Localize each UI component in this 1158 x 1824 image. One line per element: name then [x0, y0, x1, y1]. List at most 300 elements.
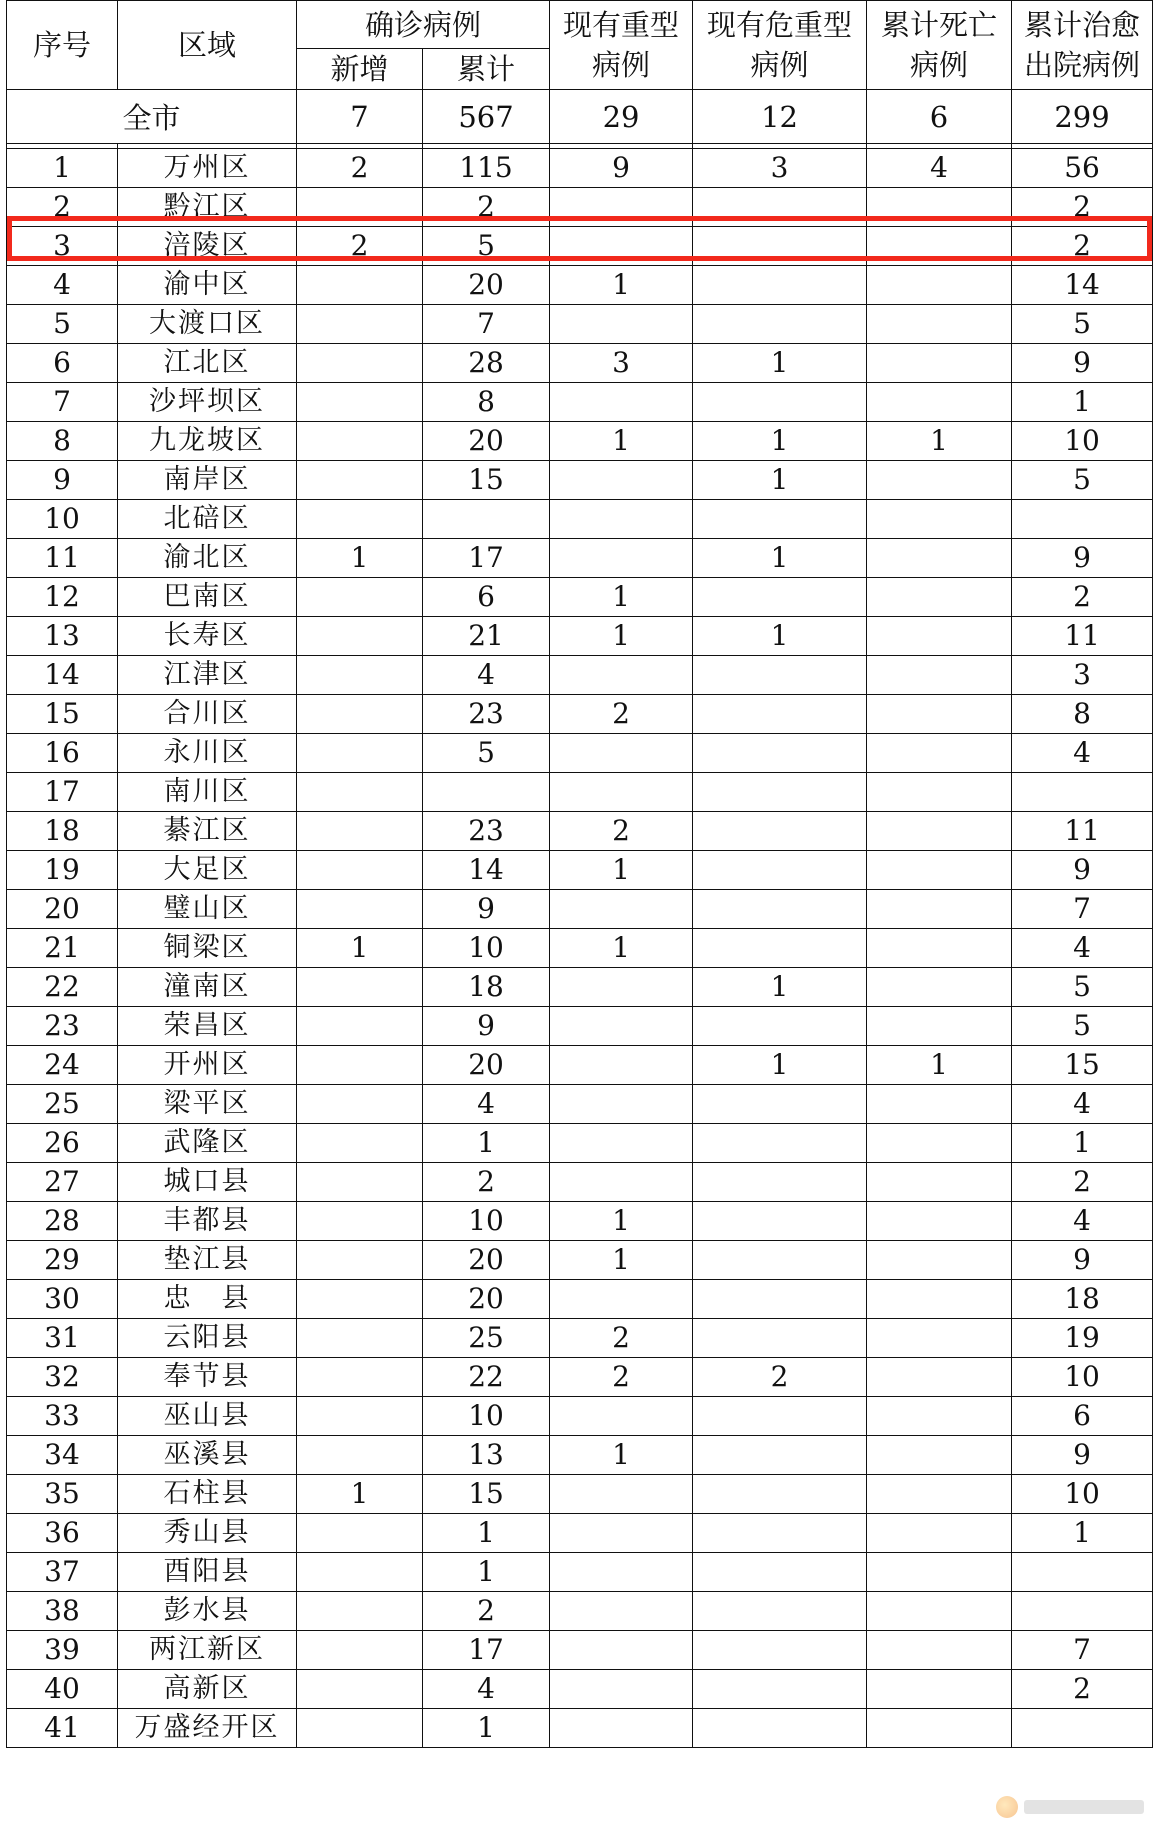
cell-severe	[550, 539, 693, 578]
cell-deaths	[867, 1007, 1012, 1046]
cell-recovered: 9	[1012, 1241, 1153, 1280]
cell-severe: 1	[550, 929, 693, 968]
header-area: 区域	[118, 1, 297, 90]
cell-new	[297, 1280, 423, 1319]
cell-index: 23	[7, 1007, 118, 1046]
cell-recovered	[1012, 500, 1153, 539]
cell-recovered: 1	[1012, 383, 1153, 422]
table-row	[7, 1553, 1153, 1592]
cell-deaths	[867, 812, 1012, 851]
table-row	[7, 617, 1153, 656]
table-row	[7, 500, 1153, 539]
table-row	[7, 890, 1153, 929]
cell-cumulative: 5	[423, 734, 550, 773]
table-row	[7, 773, 1153, 812]
table-row	[7, 539, 1153, 578]
table-row	[7, 695, 1153, 734]
cell-cumulative: 20	[423, 1241, 550, 1280]
cell-severe	[550, 1670, 693, 1709]
cell-cumulative: 1	[423, 1553, 550, 1592]
cell-severe	[550, 188, 693, 227]
table-row	[7, 656, 1153, 695]
cell-new	[297, 305, 423, 344]
cell-cumulative	[423, 773, 550, 812]
cell-cumulative: 22	[423, 1358, 550, 1397]
cell-new	[297, 1670, 423, 1709]
cell-index: 17	[7, 773, 118, 812]
table-row	[7, 1358, 1153, 1397]
cell-deaths	[867, 227, 1012, 266]
cell-new	[297, 1319, 423, 1358]
cell-deaths	[867, 617, 1012, 656]
cell-index: 41	[7, 1709, 118, 1748]
cell-severe	[550, 656, 693, 695]
cell-severe	[550, 1124, 693, 1163]
cell-area: 渝中区	[118, 266, 297, 305]
cell-new: 1	[297, 1475, 423, 1514]
cell-cumulative: 17	[423, 539, 550, 578]
cell-area: 梁平区	[118, 1085, 297, 1124]
cell-recovered: 5	[1012, 968, 1153, 1007]
total-cumulative: 567	[423, 90, 550, 144]
cell-index: 27	[7, 1163, 118, 1202]
cell-critical	[693, 1514, 867, 1553]
cell-area: 万盛经开区	[118, 1709, 297, 1748]
cell-cumulative: 4	[423, 1670, 550, 1709]
cell-recovered: 9	[1012, 539, 1153, 578]
cell-index: 3	[7, 227, 118, 266]
watermark-logo-icon	[996, 1796, 1018, 1818]
cell-area: 九龙坡区	[118, 422, 297, 461]
cell-deaths	[867, 734, 1012, 773]
cell-cumulative: 28	[423, 344, 550, 383]
cell-area: 南川区	[118, 773, 297, 812]
cell-new	[297, 1007, 423, 1046]
cell-index: 26	[7, 1124, 118, 1163]
cell-new	[297, 500, 423, 539]
total-label: 全市	[7, 90, 297, 144]
cell-severe: 2	[550, 695, 693, 734]
cell-critical	[693, 890, 867, 929]
cell-cumulative: 1	[423, 1514, 550, 1553]
cell-deaths	[867, 773, 1012, 812]
cell-index: 6	[7, 344, 118, 383]
cell-recovered: 11	[1012, 617, 1153, 656]
cell-index: 15	[7, 695, 118, 734]
cell-index: 21	[7, 929, 118, 968]
cell-severe: 9	[550, 149, 693, 188]
cell-severe: 2	[550, 1358, 693, 1397]
cell-area: 荣昌区	[118, 1007, 297, 1046]
cell-severe	[550, 305, 693, 344]
cell-area: 南岸区	[118, 461, 297, 500]
cell-critical	[693, 1280, 867, 1319]
cell-severe	[550, 227, 693, 266]
table-row	[7, 734, 1153, 773]
cell-cumulative: 15	[423, 1475, 550, 1514]
cell-deaths	[867, 1202, 1012, 1241]
table-row	[7, 188, 1153, 227]
total-recovered: 299	[1012, 90, 1153, 144]
cell-recovered: 2	[1012, 578, 1153, 617]
cell-area: 沙坪坝区	[118, 383, 297, 422]
cell-critical	[693, 1475, 867, 1514]
cell-severe	[550, 1592, 693, 1631]
cell-area: 丰都县	[118, 1202, 297, 1241]
cell-critical: 2	[693, 1358, 867, 1397]
cell-cumulative: 8	[423, 383, 550, 422]
cell-area: 忠 县	[118, 1280, 297, 1319]
cell-severe	[550, 1475, 693, 1514]
table-row	[7, 1397, 1153, 1436]
cell-recovered: 5	[1012, 461, 1153, 500]
cell-deaths	[867, 1670, 1012, 1709]
cell-new	[297, 1709, 423, 1748]
cell-index: 28	[7, 1202, 118, 1241]
cell-new	[297, 1202, 423, 1241]
cell-new: 2	[297, 149, 423, 188]
table-row	[7, 812, 1153, 851]
cell-index: 30	[7, 1280, 118, 1319]
cell-deaths	[867, 1280, 1012, 1319]
table-header	[7, 1, 1153, 90]
cell-recovered: 2	[1012, 188, 1153, 227]
cell-cumulative: 20	[423, 422, 550, 461]
cell-new: 1	[297, 539, 423, 578]
cell-area: 酉阳县	[118, 1553, 297, 1592]
cell-severe	[550, 773, 693, 812]
header-deaths: 累计死亡病例	[867, 1, 1012, 90]
cell-new	[297, 383, 423, 422]
cell-recovered: 2	[1012, 1163, 1153, 1202]
cell-deaths	[867, 1553, 1012, 1592]
cell-recovered: 5	[1012, 1007, 1153, 1046]
cell-critical	[693, 266, 867, 305]
cell-area: 高新区	[118, 1670, 297, 1709]
cell-index: 11	[7, 539, 118, 578]
cell-deaths	[867, 656, 1012, 695]
cell-critical	[693, 1085, 867, 1124]
total-critical: 12	[693, 90, 867, 144]
cell-cumulative: 115	[423, 149, 550, 188]
district-case-table	[6, 0, 1153, 1748]
cell-critical	[693, 1319, 867, 1358]
cell-new	[297, 617, 423, 656]
cell-recovered: 9	[1012, 851, 1153, 890]
cell-severe: 1	[550, 266, 693, 305]
cell-area: 潼南区	[118, 968, 297, 1007]
cell-recovered: 8	[1012, 695, 1153, 734]
cell-deaths	[867, 1514, 1012, 1553]
cell-cumulative: 2	[423, 188, 550, 227]
cell-area: 长寿区	[118, 617, 297, 656]
total-row	[7, 90, 1153, 144]
cell-index: 34	[7, 1436, 118, 1475]
cell-deaths	[867, 1436, 1012, 1475]
cell-area: 江北区	[118, 344, 297, 383]
table-body	[7, 90, 1153, 1748]
cell-cumulative: 15	[423, 461, 550, 500]
cell-critical	[693, 812, 867, 851]
cell-critical	[693, 1631, 867, 1670]
cell-new	[297, 968, 423, 1007]
cell-new	[297, 422, 423, 461]
cell-severe	[550, 1046, 693, 1085]
cell-area: 奉节县	[118, 1358, 297, 1397]
cell-severe: 1	[550, 851, 693, 890]
cell-cumulative: 14	[423, 851, 550, 890]
cell-deaths	[867, 344, 1012, 383]
cell-new	[297, 1592, 423, 1631]
cell-critical	[693, 1592, 867, 1631]
header-confirmed-new: 新增	[297, 49, 423, 90]
cell-recovered	[1012, 1709, 1153, 1748]
cell-recovered: 3	[1012, 656, 1153, 695]
cell-area: 开州区	[118, 1046, 297, 1085]
cell-deaths	[867, 695, 1012, 734]
cell-index: 33	[7, 1397, 118, 1436]
cell-deaths	[867, 1124, 1012, 1163]
cell-deaths	[867, 188, 1012, 227]
cell-cumulative: 20	[423, 1046, 550, 1085]
table-row	[7, 344, 1153, 383]
cell-index: 31	[7, 1319, 118, 1358]
cell-new	[297, 890, 423, 929]
cell-recovered: 2	[1012, 1670, 1153, 1709]
cell-recovered: 19	[1012, 1319, 1153, 1358]
cell-severe	[550, 383, 693, 422]
cell-index: 16	[7, 734, 118, 773]
cell-new	[297, 734, 423, 773]
cell-new	[297, 1397, 423, 1436]
cell-area: 两江新区	[118, 1631, 297, 1670]
cell-cumulative: 5	[423, 227, 550, 266]
cell-recovered: 9	[1012, 344, 1153, 383]
cell-new	[297, 812, 423, 851]
table-row	[7, 1592, 1153, 1631]
cell-index: 36	[7, 1514, 118, 1553]
cell-recovered: 7	[1012, 1631, 1153, 1670]
cell-cumulative: 18	[423, 968, 550, 1007]
cell-deaths	[867, 929, 1012, 968]
cell-critical: 1	[693, 539, 867, 578]
cell-deaths: 4	[867, 149, 1012, 188]
cell-recovered: 9	[1012, 1436, 1153, 1475]
cell-area: 永川区	[118, 734, 297, 773]
case-table-container	[6, 0, 1152, 1748]
cell-deaths	[867, 578, 1012, 617]
cell-cumulative: 10	[423, 1397, 550, 1436]
cell-new	[297, 266, 423, 305]
cell-recovered: 56	[1012, 149, 1153, 188]
cell-deaths	[867, 500, 1012, 539]
cell-cumulative: 1	[423, 1709, 550, 1748]
cell-recovered: 7	[1012, 890, 1153, 929]
cell-severe	[550, 1631, 693, 1670]
cell-severe	[550, 500, 693, 539]
cell-critical	[693, 305, 867, 344]
cell-severe	[550, 890, 693, 929]
cell-severe	[550, 1709, 693, 1748]
cell-critical: 1	[693, 461, 867, 500]
cell-new	[297, 656, 423, 695]
cell-area: 大足区	[118, 851, 297, 890]
watermark	[996, 1796, 1144, 1818]
cell-area: 云阳县	[118, 1319, 297, 1358]
cell-severe	[550, 1514, 693, 1553]
cell-severe	[550, 1007, 693, 1046]
cell-new	[297, 1163, 423, 1202]
cell-area: 铜梁区	[118, 929, 297, 968]
cell-critical	[693, 1709, 867, 1748]
cell-recovered: 11	[1012, 812, 1153, 851]
cell-cumulative: 17	[423, 1631, 550, 1670]
table-row	[7, 1319, 1153, 1358]
cell-index: 5	[7, 305, 118, 344]
cell-deaths: 1	[867, 422, 1012, 461]
cell-area: 大渡口区	[118, 305, 297, 344]
cell-severe: 2	[550, 812, 693, 851]
cell-index: 1	[7, 149, 118, 188]
cell-index: 25	[7, 1085, 118, 1124]
table-row	[7, 851, 1153, 890]
cell-critical: 1	[693, 344, 867, 383]
cell-cumulative: 6	[423, 578, 550, 617]
cell-cumulative: 2	[423, 1592, 550, 1631]
cell-index: 37	[7, 1553, 118, 1592]
cell-new	[297, 1436, 423, 1475]
header-critical: 现有危重型病例	[693, 1, 867, 90]
cell-deaths	[867, 890, 1012, 929]
table-row	[7, 1241, 1153, 1280]
cell-area: 垫江县	[118, 1241, 297, 1280]
table-row	[7, 305, 1153, 344]
table-row	[7, 1163, 1153, 1202]
cell-area: 巴南区	[118, 578, 297, 617]
cell-critical: 3	[693, 149, 867, 188]
cell-recovered: 1	[1012, 1514, 1153, 1553]
cell-new: 2	[297, 227, 423, 266]
cell-area: 江津区	[118, 656, 297, 695]
cell-index: 19	[7, 851, 118, 890]
cell-critical	[693, 1397, 867, 1436]
table-row	[7, 149, 1153, 188]
cell-index: 9	[7, 461, 118, 500]
cell-new	[297, 773, 423, 812]
cell-new	[297, 344, 423, 383]
cell-cumulative: 1	[423, 1124, 550, 1163]
cell-recovered: 10	[1012, 1475, 1153, 1514]
cell-area: 彭水县	[118, 1592, 297, 1631]
cell-index: 32	[7, 1358, 118, 1397]
table-row	[7, 1514, 1153, 1553]
cell-new	[297, 1046, 423, 1085]
cell-critical	[693, 188, 867, 227]
cell-recovered	[1012, 773, 1153, 812]
cell-recovered	[1012, 1553, 1153, 1592]
table-row	[7, 929, 1153, 968]
cell-cumulative: 23	[423, 812, 550, 851]
table-row	[7, 266, 1153, 305]
table-row	[7, 227, 1153, 266]
cell-deaths	[867, 1631, 1012, 1670]
cell-new	[297, 695, 423, 734]
table-row	[7, 578, 1153, 617]
cell-critical	[693, 1436, 867, 1475]
cell-deaths	[867, 1358, 1012, 1397]
cell-area: 秀山县	[118, 1514, 297, 1553]
table-row	[7, 1436, 1153, 1475]
cell-cumulative	[423, 500, 550, 539]
cell-new	[297, 1358, 423, 1397]
cell-recovered: 4	[1012, 734, 1153, 773]
cell-severe	[550, 968, 693, 1007]
cell-critical	[693, 500, 867, 539]
cell-index: 22	[7, 968, 118, 1007]
table-row	[7, 461, 1153, 500]
cell-recovered: 14	[1012, 266, 1153, 305]
cell-deaths	[867, 383, 1012, 422]
cell-deaths	[867, 1475, 1012, 1514]
cell-severe: 2	[550, 1319, 693, 1358]
cell-severe: 1	[550, 1241, 693, 1280]
cell-critical	[693, 773, 867, 812]
table-row	[7, 422, 1153, 461]
cell-critical	[693, 929, 867, 968]
cell-severe: 3	[550, 344, 693, 383]
table-row	[7, 1670, 1153, 1709]
cell-deaths	[867, 266, 1012, 305]
cell-new	[297, 1553, 423, 1592]
cell-new	[297, 578, 423, 617]
cell-severe	[550, 1553, 693, 1592]
cell-recovered: 4	[1012, 1085, 1153, 1124]
cell-critical: 1	[693, 968, 867, 1007]
cell-severe: 1	[550, 578, 693, 617]
table-row	[7, 1280, 1153, 1319]
cell-cumulative: 4	[423, 1085, 550, 1124]
cell-area: 武隆区	[118, 1124, 297, 1163]
cell-critical	[693, 1553, 867, 1592]
watermark-text-block	[1024, 1800, 1144, 1814]
cell-index: 14	[7, 656, 118, 695]
cell-deaths	[867, 968, 1012, 1007]
header-confirmed-group: 确诊病例	[297, 1, 550, 49]
cell-severe	[550, 1163, 693, 1202]
cell-cumulative: 10	[423, 929, 550, 968]
cell-index: 8	[7, 422, 118, 461]
cell-index: 35	[7, 1475, 118, 1514]
cell-recovered: 5	[1012, 305, 1153, 344]
cell-area: 璧山区	[118, 890, 297, 929]
cell-index: 2	[7, 188, 118, 227]
cell-critical	[693, 578, 867, 617]
cell-cumulative: 20	[423, 1280, 550, 1319]
cell-area: 涪陵区	[118, 227, 297, 266]
cell-critical: 1	[693, 1046, 867, 1085]
cell-severe: 1	[550, 422, 693, 461]
cell-area: 渝北区	[118, 539, 297, 578]
cell-critical: 1	[693, 422, 867, 461]
cell-recovered: 10	[1012, 1358, 1153, 1397]
cell-recovered: 4	[1012, 929, 1153, 968]
header-severe: 现有重型病例	[550, 1, 693, 90]
cell-area: 合川区	[118, 695, 297, 734]
cell-deaths	[867, 305, 1012, 344]
cell-critical	[693, 1124, 867, 1163]
cell-index: 18	[7, 812, 118, 851]
cell-area: 黔江区	[118, 188, 297, 227]
